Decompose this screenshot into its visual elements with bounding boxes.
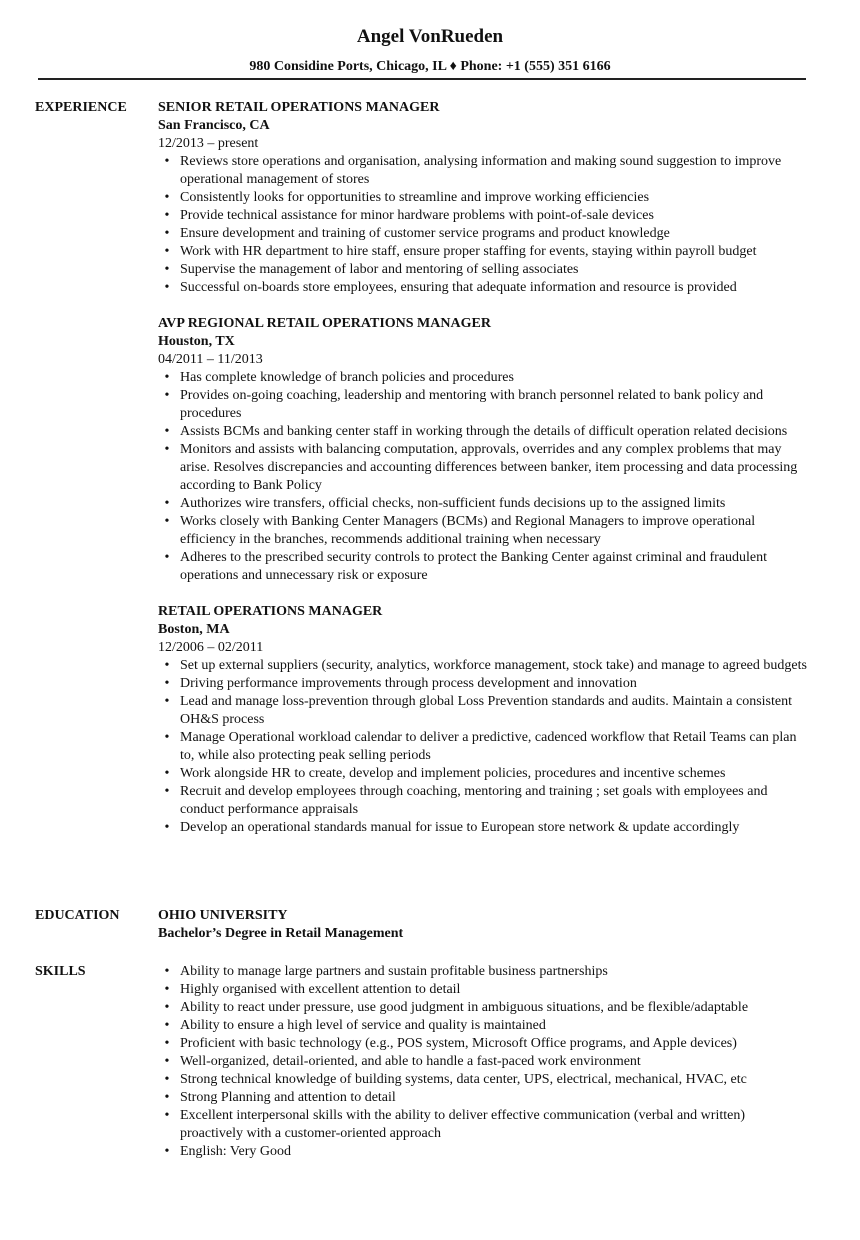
list-item-text: Highly organised with excellent attention to detail — [180, 982, 461, 997]
bullet-icon: • — [164, 964, 170, 979]
bullet-icon: • — [164, 244, 170, 259]
list-item-text: Assists BCMs and banking center staff in working through the details of difficult operation related decisions — [180, 424, 788, 439]
bullet-icon: • — [164, 730, 170, 745]
job-dates: 12/2006 – 02/2011 — [158, 640, 264, 655]
bullet-icon: • — [164, 1108, 170, 1123]
job-location: San Francisco, CA — [158, 118, 270, 133]
candidate-name: Angel VonRueden — [356, 26, 504, 47]
list-item — [158, 783, 810, 819]
list-item-text: Excellent interpersonal skills with the ability to deliver effective communication (verbal and written) proactively with a customer-oriented approach — [180, 1108, 746, 1141]
list-item — [158, 729, 810, 765]
bullet-icon: • — [164, 208, 170, 223]
list-item — [158, 261, 810, 279]
list-item — [158, 1143, 810, 1161]
bullet-icon: • — [164, 676, 170, 691]
list-item — [158, 819, 810, 837]
list-item-text: Work with HR department to hire staff, ensure proper staffing for events, staying within payroll budget — [180, 244, 757, 259]
education-body — [158, 907, 810, 943]
bullet-icon: • — [164, 1090, 170, 1105]
bullet-icon: • — [164, 550, 170, 565]
list-item — [158, 1089, 810, 1107]
list-item — [158, 441, 810, 495]
list-item-text: Adheres to the prescribed security controls to protect the Banking Center against criminal and fraudulent operations and unnecessary risk or exposure — [180, 550, 768, 583]
list-item-text: Ability to ensure a high level of service and quality is maintained — [180, 1018, 546, 1033]
job-location: Houston, TX — [158, 334, 235, 349]
list-item-text: Lead and manage loss-prevention through global Loss Prevention standards and audits. Maintain a consistent OH&S process — [180, 694, 792, 727]
job-bullets — [158, 369, 810, 585]
job-title: RETAIL OPERATIONS MANAGER — [158, 604, 383, 619]
experience-body — [158, 99, 810, 837]
bullet-icon: • — [164, 496, 170, 511]
job-entry — [158, 315, 810, 585]
list-item — [158, 1107, 810, 1143]
list-item-text: Works closely with Banking Center Managers (BCMs) and Regional Managers to improve operational efficiency in the branches, recommends additional training when necessary — [180, 514, 756, 547]
list-item-text: English: Very Good — [180, 1144, 291, 1159]
skills-heading: SKILLS — [35, 964, 86, 979]
list-item-text: Set up external suppliers (security, analytics, workforce management, stock take) and manage to agreed budgets — [180, 658, 807, 673]
bullet-icon: • — [164, 658, 170, 673]
bullet-icon: • — [164, 514, 170, 529]
list-item-text: Authorizes wire transfers, official checks, non-sufficient funds decisions up to the assigned limits — [180, 496, 726, 511]
header-divider — [38, 78, 806, 80]
list-item-text: Successful on-boards store employees, ensuring that adequate information and resource is provided — [180, 280, 737, 295]
bullet-icon: • — [164, 190, 170, 205]
job-bullets — [158, 153, 810, 297]
skills-list — [158, 963, 810, 1161]
list-item — [158, 387, 810, 423]
list-item-text: Has complete knowledge of branch policies and procedures — [180, 370, 514, 385]
list-item — [158, 495, 810, 513]
list-item — [158, 423, 810, 441]
bullet-icon: • — [164, 1144, 170, 1159]
bullet-icon: • — [164, 154, 170, 169]
list-item-text: Manage Operational workload calendar to deliver a predictive, cadenced workflow that Retail Teams can plan to, while also protecting peak selling periods — [180, 730, 797, 763]
experience-heading: EXPERIENCE — [35, 100, 127, 115]
list-item — [158, 675, 810, 693]
bullet-icon: • — [164, 1054, 170, 1069]
list-item-text: Provides on-going coaching, leadership and mentoring with branch personnel related to bank policy and procedures — [180, 388, 764, 421]
list-item-text: Develop an operational standards manual for issue to European store network & update accordingly — [180, 820, 740, 835]
list-item — [158, 153, 810, 189]
list-item — [158, 513, 810, 549]
bullet-icon: • — [164, 424, 170, 439]
list-item — [158, 999, 810, 1017]
list-item-text: Monitors and assists with balancing computation, approvals, overrides and any complex problems that may arise. Resolves discrepancies and accounting differences between banker, item processing and data processing according to Bank Policy — [180, 442, 798, 493]
education-heading: EDUCATION — [35, 908, 120, 923]
school-name: OHIO UNIVERSITY — [158, 908, 288, 923]
list-item — [158, 189, 810, 207]
list-item-text: Provide technical assistance for minor hardware problems with point-of-sale devices — [180, 208, 654, 223]
bullet-icon: • — [164, 226, 170, 241]
contact-line: 980 Considine Ports, Chicago, IL ♦ Phone: +1 (555) 351 6166 — [249, 59, 611, 74]
list-item-text: Ability to manage large partners and sustain profitable business partnerships — [180, 964, 608, 979]
list-item — [158, 1017, 810, 1035]
bullet-icon: • — [164, 370, 170, 385]
bullet-icon: • — [164, 1000, 170, 1015]
degree-name: Bachelor’s Degree in Retail Management — [158, 926, 404, 941]
list-item — [158, 1053, 810, 1071]
bullet-icon: • — [164, 388, 170, 403]
list-item-text: Driving performance improvements through process development and innovation — [180, 676, 637, 691]
list-item-text: Consistently looks for opportunities to streamline and improve working efficiencies — [180, 190, 650, 205]
list-item — [158, 225, 810, 243]
list-item — [158, 1035, 810, 1053]
job-dates: 04/2011 – 11/2013 — [158, 352, 263, 367]
bullet-icon: • — [164, 1072, 170, 1087]
bullet-icon: • — [164, 982, 170, 997]
list-item-text: Recruit and develop employees through coaching, mentoring and training ; set goals with employees and conduct performance appraisals — [180, 784, 768, 817]
list-item — [158, 369, 810, 387]
job-title: SENIOR RETAIL OPERATIONS MANAGER — [158, 100, 440, 115]
list-item-text: Ability to react under pressure, use good judgment in ambiguous situations, and be flexible/adaptable — [180, 1000, 749, 1015]
skills-body — [158, 963, 810, 1161]
list-item-text: Well-organized, detail-oriented, and able to handle a fast-paced work environment — [180, 1054, 641, 1069]
bullet-icon: • — [164, 262, 170, 277]
list-item — [158, 765, 810, 783]
bullet-icon: • — [164, 1018, 170, 1033]
job-entry — [158, 99, 810, 297]
list-item-text: Supervise the management of labor and mentoring of selling associates — [180, 262, 579, 277]
job-entry — [158, 603, 810, 837]
job-location: Boston, MA — [158, 622, 230, 637]
job-bullets — [158, 657, 810, 837]
bullet-icon: • — [164, 766, 170, 781]
list-item — [158, 279, 810, 297]
list-item — [158, 963, 810, 981]
bullet-icon: • — [164, 1036, 170, 1051]
list-item-text: Proficient with basic technology (e.g., POS system, Microsoft Office programs, and Apple devices) — [180, 1036, 737, 1051]
list-item-text: Strong Planning and attention to detail — [180, 1090, 396, 1105]
list-item-text: Ensure development and training of customer service programs and product knowledge — [180, 226, 670, 241]
job-dates: 12/2013 – present — [158, 136, 259, 151]
job-title: AVP REGIONAL RETAIL OPERATIONS MANAGER — [158, 316, 491, 331]
list-item-text: Strong technical knowledge of building systems, data center, UPS, electrical, mechanical, HVAC, etc — [180, 1072, 747, 1087]
list-item-text: Reviews store operations and organisation, analysing information and making sound suggestion to improve operational management of stores — [180, 154, 782, 187]
list-item — [158, 207, 810, 225]
bullet-icon: • — [164, 442, 170, 457]
list-item — [158, 657, 810, 675]
list-item — [158, 693, 810, 729]
list-item — [158, 981, 810, 999]
list-item — [158, 1071, 810, 1089]
list-item-text: Work alongside HR to create, develop and implement policies, procedures and incentive schemes — [180, 766, 726, 781]
bullet-icon: • — [164, 784, 170, 799]
list-item — [158, 243, 810, 261]
bullet-icon: • — [164, 280, 170, 295]
bullet-icon: • — [164, 820, 170, 835]
list-item — [158, 549, 810, 585]
bullet-icon: • — [164, 694, 170, 709]
